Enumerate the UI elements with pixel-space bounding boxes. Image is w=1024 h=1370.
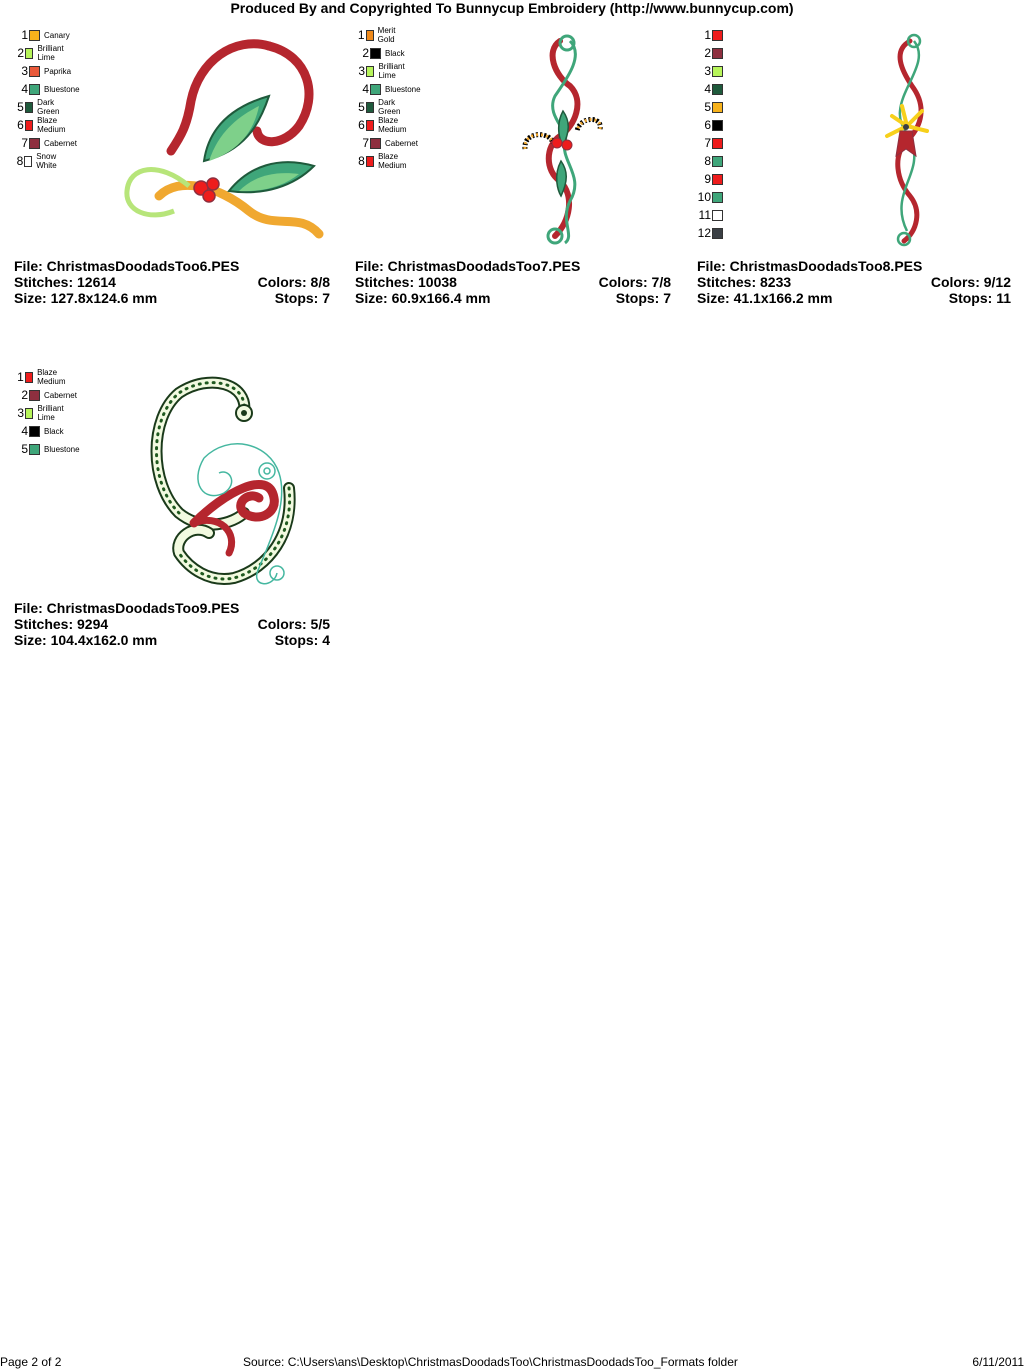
swatch-number: 9 — [704, 172, 711, 186]
thread-swatch — [14, 26, 70, 44]
swatch-color-box — [29, 138, 40, 149]
swatch-number: 8 — [358, 154, 365, 168]
stitch-count: Stitches: 9294 — [14, 616, 109, 632]
swatch-number: 7 — [362, 136, 369, 150]
swatch-color-box — [29, 444, 40, 455]
thread-swatch — [14, 98, 66, 116]
swatch-thread-name: Bluestone — [385, 84, 421, 94]
thread-swatch — [355, 134, 418, 152]
swatch-color-box — [25, 408, 33, 419]
swatch-color-box — [366, 66, 374, 77]
swatch-thread-name: Black — [385, 48, 405, 58]
thread-swatch — [355, 116, 413, 134]
swatch-color-box — [25, 102, 33, 113]
file-name: File: ChristmasDoodadsToo7.PES — [355, 258, 581, 274]
thread-swatch — [14, 62, 71, 80]
swatch-color-box — [370, 138, 381, 149]
thread-swatch — [14, 116, 72, 134]
design-info — [14, 600, 330, 648]
swatch-thread-name: Cabernet — [44, 138, 77, 148]
thread-swatch — [697, 44, 727, 62]
swatch-number: 7 — [704, 136, 711, 150]
swatch-color-box — [29, 66, 40, 77]
swatch-color-box — [370, 48, 381, 59]
swatch-thread-name: Bluestone — [44, 84, 80, 94]
stop-count: Stops: 11 — [948, 290, 1011, 306]
swatch-number: 6 — [17, 118, 24, 132]
swatch-thread-name: Canary — [44, 30, 70, 40]
swatch-color-box — [366, 156, 374, 167]
file-name: File: ChristmasDoodadsToo6.PES — [14, 258, 240, 274]
embroidery-preview-dotted-swirl — [149, 373, 299, 593]
stitch-count: Stitches: 10038 — [355, 274, 457, 290]
swatch-color-box — [712, 138, 723, 149]
thread-swatch — [355, 98, 407, 116]
thread-swatch — [355, 44, 405, 62]
swatch-number: 5 — [358, 100, 365, 114]
swatch-thread-name: Blaze Medium — [378, 116, 407, 134]
design-info — [697, 258, 1011, 306]
color-count: Colors: 5/5 — [257, 616, 330, 632]
color-count: Colors: 9/12 — [930, 274, 1011, 290]
stop-count: Stops: 7 — [274, 290, 330, 306]
thread-swatch — [697, 152, 727, 170]
swatch-number: 7 — [21, 136, 28, 150]
thread-swatch — [697, 116, 727, 134]
swatch-color-box — [370, 84, 381, 95]
swatch-number: 6 — [704, 118, 711, 132]
thread-swatch — [697, 134, 727, 152]
swatch-color-box — [366, 102, 374, 113]
swatch-color-box — [29, 30, 40, 41]
swatch-number: 3 — [17, 406, 25, 420]
swatch-color-box — [366, 30, 374, 41]
swatch-number: 8 — [704, 154, 711, 168]
swatch-number: 5 — [21, 442, 28, 456]
swatch-color-box — [712, 120, 723, 131]
swatch-thread-name: Paprika — [44, 66, 72, 76]
thread-swatch — [14, 422, 64, 440]
swatch-thread-name: Blaze Medium — [37, 116, 66, 134]
swatch-number: 11 — [698, 208, 711, 222]
swatch-color-box — [24, 156, 32, 167]
swatch-color-box — [29, 84, 40, 95]
swatch-color-box — [712, 102, 723, 113]
embroidery-preview-holly-ribbon — [119, 36, 334, 241]
swatch-number: 2 — [704, 46, 711, 60]
color-count: Colors: 7/8 — [598, 274, 671, 290]
swatch-thread-name: Dark Green — [37, 98, 60, 116]
swatch-thread-name: Snow White — [36, 152, 57, 170]
thread-swatch — [697, 62, 727, 80]
swatch-color-box — [712, 156, 723, 167]
thread-swatch — [355, 62, 411, 80]
design-info — [355, 258, 671, 306]
swatch-number: 2 — [21, 388, 28, 402]
swatch-color-box — [712, 210, 723, 221]
swatch-thread-name: Dark Green — [378, 98, 401, 116]
file-name: File: ChristmasDoodadsToo9.PES — [14, 600, 240, 616]
swatch-color-box — [712, 48, 723, 59]
thread-swatch — [697, 206, 727, 224]
swatch-thread-name: Merit Gold — [377, 26, 396, 44]
thread-swatch — [355, 80, 421, 98]
swatch-number: 2 — [362, 46, 369, 60]
swatch-number: 4 — [704, 82, 711, 96]
swatch-thread-name: Brilliant Lime — [378, 62, 405, 80]
thread-swatch — [697, 188, 727, 206]
design-size: Size: 60.9x166.4 mm — [355, 290, 491, 306]
swatch-number: 4 — [21, 82, 28, 96]
stitch-count: Stitches: 12614 — [14, 274, 116, 290]
thread-swatch — [14, 386, 77, 404]
swatch-thread-name: Cabernet — [385, 138, 418, 148]
embroidery-preview-poinsettia-swirl — [872, 31, 942, 251]
swatch-number: 8 — [16, 154, 24, 168]
stop-count: Stops: 7 — [615, 290, 671, 306]
swatch-thread-name: Blaze Medium — [378, 152, 407, 170]
swatch-number: 12 — [697, 226, 711, 240]
design-block — [697, 26, 1017, 326]
thread-swatch — [355, 26, 403, 44]
swatch-number: 5 — [704, 100, 711, 114]
print-date: 6/11/2011 — [972, 1355, 1024, 1369]
swatch-number: 1 — [357, 28, 365, 42]
thread-swatch — [14, 368, 72, 386]
design-size: Size: 104.4x162.0 mm — [14, 632, 158, 648]
swatch-color-box — [712, 192, 723, 203]
stop-count: Stops: 4 — [274, 632, 330, 648]
swatch-number: 10 — [697, 190, 711, 204]
swatch-number: 1 — [17, 370, 24, 384]
thread-swatch — [697, 26, 727, 44]
stitch-count: Stitches: 8233 — [697, 274, 792, 290]
swatch-number: 5 — [17, 100, 24, 114]
color-count: Colors: 8/8 — [257, 274, 330, 290]
design-size: Size: 41.1x166.2 mm — [697, 290, 833, 306]
thread-swatch — [697, 80, 727, 98]
thread-swatch — [14, 404, 70, 422]
swatch-color-box — [25, 48, 33, 59]
page-number: Page 2 of 2 — [0, 1355, 62, 1369]
thread-swatch — [355, 152, 413, 170]
design-size: Size: 127.8x124.6 mm — [14, 290, 158, 306]
swatch-color-box — [366, 120, 374, 131]
swatch-color-box — [25, 120, 33, 131]
embroidery-preview-holly-swirl — [515, 31, 610, 251]
swatch-thread-name: Cabernet — [44, 390, 77, 400]
thread-swatch — [697, 224, 727, 242]
thread-swatch — [14, 44, 70, 62]
swatch-number: 1 — [21, 28, 28, 42]
design-block — [355, 26, 675, 326]
thread-swatch — [14, 440, 80, 458]
design-info — [14, 258, 330, 306]
swatch-color-box — [712, 228, 723, 239]
swatch-color-box — [712, 84, 723, 95]
swatch-thread-name: Bluestone — [44, 444, 80, 454]
swatch-number: 1 — [704, 28, 711, 42]
thread-swatch — [14, 134, 77, 152]
thread-swatch — [14, 80, 80, 98]
swatch-number: 2 — [17, 46, 25, 60]
swatch-number: 3 — [704, 64, 711, 78]
design-block — [14, 26, 334, 326]
swatch-color-box — [712, 174, 723, 185]
swatch-number: 6 — [358, 118, 365, 132]
swatch-color-box — [29, 390, 40, 401]
swatch-color-box — [29, 426, 40, 437]
thread-swatch — [697, 170, 727, 188]
swatch-thread-name: Brilliant Lime — [37, 404, 64, 422]
swatch-thread-name: Blaze Medium — [37, 368, 66, 386]
swatch-number: 3 — [358, 64, 366, 78]
page-header: Produced By and Copyrighted To Bunnycup Embroidery (http://www.bunnycup.com) — [230, 0, 794, 16]
swatch-thread-name: Brilliant Lime — [37, 44, 64, 62]
design-block — [14, 368, 334, 668]
swatch-color-box — [712, 66, 723, 77]
swatch-color-box — [25, 372, 33, 383]
swatch-number: 4 — [21, 424, 28, 438]
thread-swatch — [14, 152, 64, 170]
source-path: Source: C:\Users\ans\Desktop\ChristmasDoodadsToo\ChristmasDoodadsToo_Formats folder — [243, 1355, 738, 1369]
swatch-number: 4 — [362, 82, 369, 96]
swatch-thread-name: Black — [44, 426, 64, 436]
swatch-number: 3 — [21, 64, 28, 78]
swatch-color-box — [712, 30, 723, 41]
thread-swatch — [697, 98, 727, 116]
file-name: File: ChristmasDoodadsToo8.PES — [697, 258, 923, 274]
